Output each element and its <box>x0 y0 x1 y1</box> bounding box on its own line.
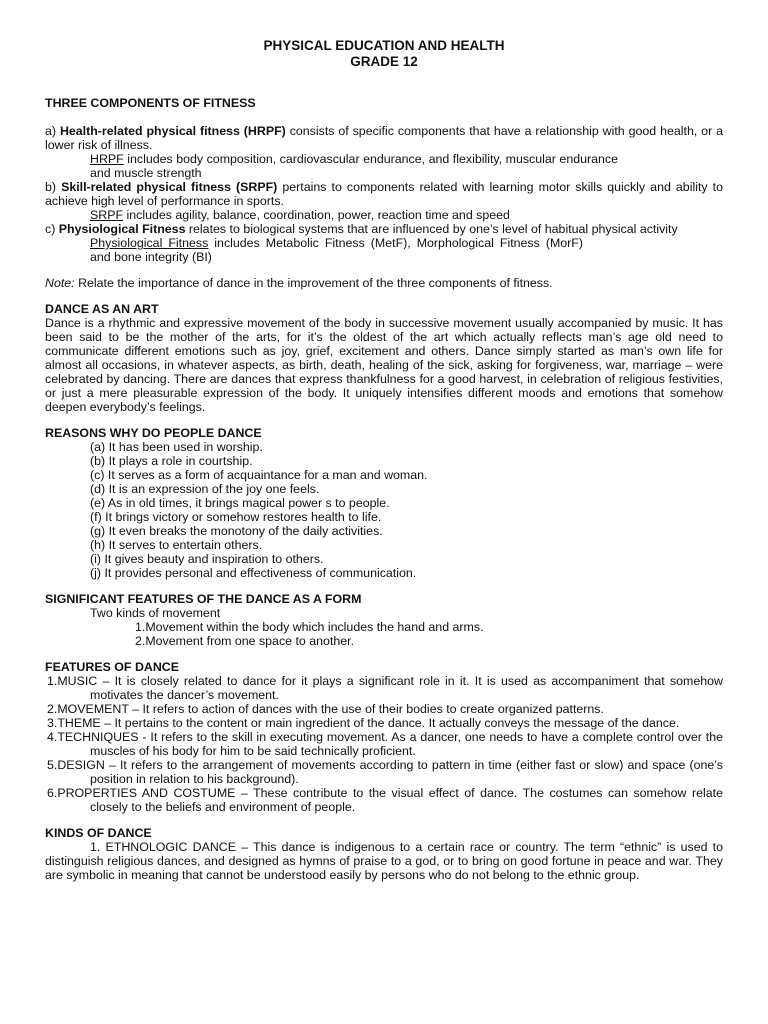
list-item: (b) It plays a role in courtship. <box>90 454 253 468</box>
list-item: (d) It is an expression of the joy one feels. <box>90 482 320 496</box>
list-item: (g) It even breaks the monotony of the daily activities. <box>90 524 383 538</box>
list-item: (a) It has been used in worship. <box>90 440 263 454</box>
srpf-paragraph <box>45 180 723 208</box>
list-item: (j) It provides personal and effectiveness of communication. <box>90 566 417 580</box>
list-item: 4.TECHNIQUES - It refers to the skill in executing movement. As a dancer, one needs to have a complete control over the muscles of his body for him to be said technically proficient. <box>47 730 723 758</box>
dance-art-paragraph: Dance is a rhythmic and expressive movement of the body in successive movement usually accompanied by music. It has been said to be the mother of the arts, for it’s the oldest of the art which actually reflects man’s age old need to communicate different emotions such as joy, grief, excitement and others. Dance simply started as man’s own life for almost all occasions, in whatever aspects, as birth, death, healing of the sick, asking for forgiveness, war, marriage – were celebrated by dancing. There are dances that express thankfulness for a good harvest, in celebration of religious festivities, or just a mere pleasurable expression of the body. It uniquely intensifies different moods and emotions that somehow deepen everybody’s feelings. <box>45 316 723 414</box>
dance-art-section <box>45 302 723 414</box>
physiological-text: relates to biological systems that are influenced by one’s level of habitual physical activity <box>185 222 678 236</box>
document-title <box>45 38 723 70</box>
list-item: 1.MUSIC – It is closely related to dance for it plays a significant role in it. It is used as accompaniment that somehow motivates the dancer’s movement. <box>47 674 723 702</box>
significant-intro: Two kinds of movement <box>90 606 221 620</box>
physiological-term: Physiological Fitness <box>58 222 186 236</box>
kinds-paragraph: 1. ETHNOLOGIC DANCE – This dance is indigenous to a certain race or country. The term “ethnic” is used to distinguish religious dances, and designed as hymns of praise to a god, or to bring on good fortune in peace and war. They are symbolic in meaning that cannot be understood easily by persons who do not belong to the ethnic group. <box>45 840 723 882</box>
hrpf-text: consists of specific components that have a relationship with good health, or a lower risk of illness. <box>45 124 723 152</box>
kinds-heading: KINDS OF DANCE <box>45 826 152 840</box>
srpf-prefix: b) <box>45 180 62 194</box>
list-item: 6.PROPERTIES AND COSTUME – These contribute to the visual effect of dance. The costumes can somehow relate closely to the beliefs and environment of people. <box>47 786 723 814</box>
title-line-2: GRADE 12 <box>350 54 418 69</box>
features-section <box>45 660 723 814</box>
physiological-prefix: c) <box>45 222 59 236</box>
note-section <box>45 276 723 290</box>
hrpf-sub-text: includes body composition, cardiovascular endurance, and flexibility, muscular endurance and muscle strength <box>90 152 618 180</box>
fitness-heading: THREE COMPONENTS OF FITNESS <box>45 96 256 110</box>
features-heading: FEATURES OF DANCE <box>45 660 180 674</box>
srpf-sub-paragraph <box>45 208 723 222</box>
reasons-list <box>45 440 723 580</box>
list-item: (h) It serves to entertain others. <box>90 538 263 552</box>
hrpf-term: Health-related physical fitness (HRPF) <box>59 124 286 138</box>
physiological-sub-paragraph <box>45 236 723 264</box>
dance-art-heading: DANCE AS AN ART <box>45 302 159 316</box>
physiological-paragraph <box>45 222 723 236</box>
list-item: (c) It serves as a form of acquaintance for a man and woman. <box>90 468 428 482</box>
physiological-sub-text: includes Metabolic Fitness (MetF), Morphological Fitness (MorF) and bone integrity (BI) <box>90 236 583 264</box>
list-item: 3.THEME – It pertains to the content or main ingredient of the dance. It actually conveys the message of the dance. <box>47 716 680 730</box>
srpf-sub-text: includes agility, balance, coordination, power, reaction time and speed <box>123 208 510 222</box>
significant-section <box>45 592 723 648</box>
srpf-sub-term: SRPF <box>90 208 124 222</box>
hrpf-prefix: a) <box>45 124 60 138</box>
reasons-heading: REASONS WHY DO PEOPLE DANCE <box>45 426 262 440</box>
note-paragraph <box>45 276 723 290</box>
note-text: Relate the importance of dance in the improvement of the three components of fitness. <box>74 276 553 290</box>
hrpf-sub-paragraph <box>45 152 723 180</box>
fitness-section <box>45 96 723 264</box>
list-item: (e) As in old times, it brings magical power s to people. <box>90 496 390 510</box>
list-item: 2.MOVEMENT – It refers to action of dances with the use of their bodies to create organized patterns. <box>47 702 604 716</box>
kinds-section <box>45 826 723 882</box>
list-item: 5.DESIGN – It refers to the arrangement of movements according to pattern in time (either fast or slow) and space (one’s position in relation to his background). <box>47 758 723 786</box>
physiological-sub-term: Physiological Fitness <box>90 236 209 250</box>
srpf-term: Skill-related physical fitness (SRPF) <box>61 180 278 194</box>
srpf-text: pertains to components related with learning motor skills quickly and ability to achieve high level of performance in sports. <box>45 180 723 208</box>
list-item: 2.Movement from one space to another. <box>135 634 355 648</box>
significant-heading: SIGNIFICANT FEATURES OF THE DANCE AS A FORM <box>45 592 362 606</box>
list-item: 1.Movement within the body which includes the hand and arms. <box>135 620 484 634</box>
title-line-1: PHYSICAL EDUCATION AND HEALTH <box>263 38 505 53</box>
reasons-section <box>45 426 723 580</box>
list-item: (i) It gives beauty and inspiration to others. <box>90 552 324 566</box>
list-item: (f) It brings victory or somehow restores health to life. <box>90 510 382 524</box>
note-label: Note: <box>45 276 75 290</box>
hrpf-paragraph <box>45 124 723 152</box>
features-list <box>45 674 723 814</box>
hrpf-sub-term: HRPF <box>90 152 124 166</box>
